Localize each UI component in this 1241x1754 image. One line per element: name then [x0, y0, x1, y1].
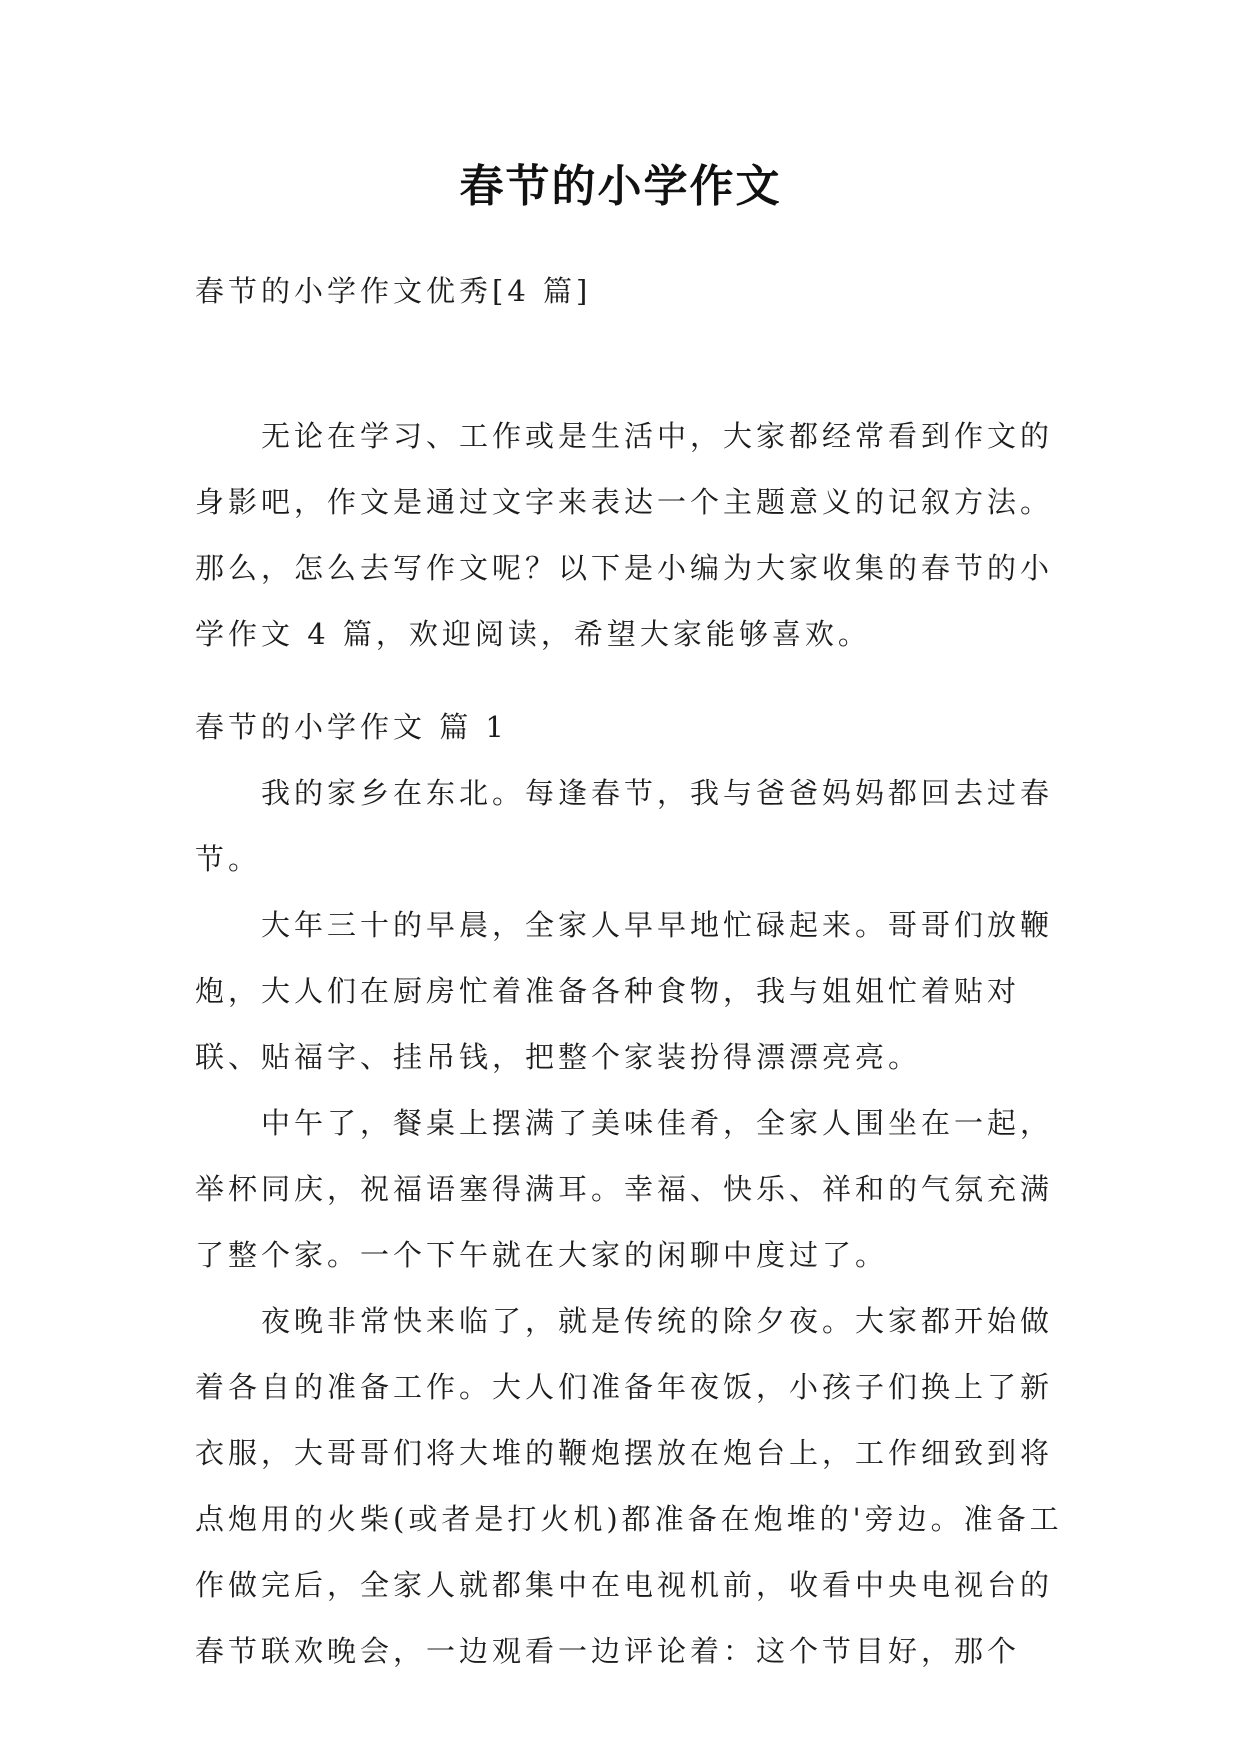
- intro-text: 无论在学习、工作或是生活中，大家都经常看到作文的身影吧，作文是通过文字来表达一个主题意义的记叙方法。那么，怎么去写作文呢？以下是小编为大家收集的春节的小学作文 4 篇，欢迎阅读，希望大家能够喜欢。: [195, 419, 1054, 651]
- intro-paragraph: [195, 403, 1065, 667]
- document-title: 春节的小学作文: [459, 161, 782, 212]
- essay-section-1: [195, 694, 1065, 1684]
- essay-paragraph: 大年三十的早晨，全家人早早地忙碌起来。哥哥们放鞭炮，大人们在厨房忙着准备各种食物，我与姐姐忙着贴对联、贴福字、挂吊钱，把整个家装扮得漂漂亮亮。: [195, 908, 1054, 1074]
- document-subtitle: 春节的小学作文优秀[4 篇]: [195, 274, 592, 308]
- essay-paragraph: 我的家乡在东北。每逢春节，我与爸爸妈妈都回去过春节。: [195, 776, 1054, 876]
- essay-paragraph: 夜晚非常快来临了，就是传统的除夕夜。大家都开始做着各自的准备工作。大人们准备年夜饭，小孩子们换上了新衣服，大哥哥们将大堆的鞭炮摆放在炮台上，工作细致到将点炮用的火柴(或者是打火机)都准备在炮堆的'旁边。准备工作做完后，全家人就都集中在电视机前，收看中央电视台的春节联欢晚会，一边观看一边评论着：这个节目好，那个: [195, 1304, 1063, 1668]
- section-heading: 春节的小学作文 篇 1: [195, 710, 508, 744]
- essay-paragraph: 中午了，餐桌上摆满了美味佳肴，全家人围坐在一起，举杯同庆，祝福语塞得满耳。幸福、快乐、祥和的气氛充满了整个家。一个下午就在大家的闲聊中度过了。: [195, 1106, 1054, 1272]
